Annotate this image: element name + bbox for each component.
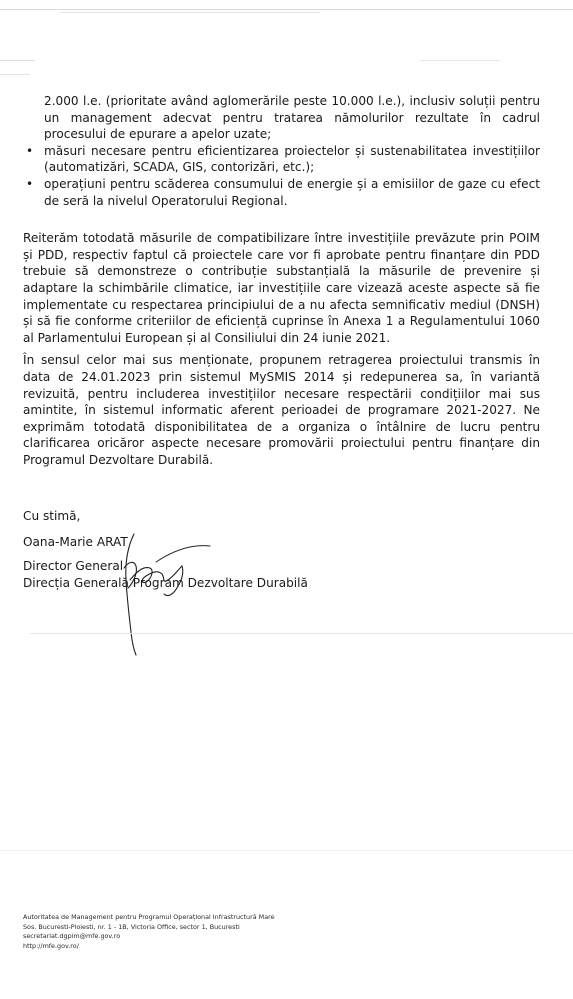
- signatory-department: Direcția Generală Program Dezvoltare Durabilă: [23, 575, 308, 590]
- divider: [0, 850, 573, 851]
- scan-artifact: [60, 12, 320, 13]
- scan-artifact: [0, 9, 573, 10]
- letter-body: [23, 93, 540, 468]
- list-item-text: operațiuni pentru scăderea consumului de energie și a emisiilor de gaze cu efect de seră la nivelul Operatorului Regional.: [44, 176, 540, 208]
- footer-org: Autoritatea de Management pentru Programul Operațional Infrastructură Mare: [23, 913, 275, 921]
- signatory-name: Oana-Marie ARAT: [23, 534, 128, 549]
- list-item: [23, 176, 540, 209]
- signatory-title: Director General: [23, 559, 124, 574]
- footer-website: http://mfe.gov.ro/: [23, 941, 79, 950]
- list-item-text: măsuri necesare pentru eficientizarea proiectelor și sustenabilitatea investițiilor (automatizări, SCADA, GIS, contorizări, etc.);: [44, 143, 540, 175]
- measures-list: [23, 143, 540, 209]
- scan-artifact: [0, 74, 30, 75]
- footer-email: secretariat.dgpim@mfe.gov.ro: [23, 932, 121, 941]
- salutation: Cu stimă,: [23, 509, 81, 523]
- bullet-icon: •: [26, 176, 34, 191]
- handwritten-signature: [112, 528, 222, 662]
- footer-address: Sos. Bucuresti-Ploiesti, nr. 1 - 1B, Victoria Office, sector 1, Bucuresti: [23, 922, 240, 931]
- continuation-text: 2.000 l.e. (prioritate având aglomerările peste 10.000 l.e.), inclusiv soluții pentru un management adecvat pentru tratarea nămolurilor rezultate în cadrul procesului de epurare a apelor uzate;: [44, 94, 540, 142]
- list-item: [23, 143, 540, 176]
- scan-artifact: [0, 60, 35, 61]
- bullet-icon: •: [26, 143, 34, 158]
- paragraph-withdrawal: În sensul celor mai sus menționate, propunem retragerea proiectului transmis în data de 24.01.2023 prin sistemul MySMIS 2014 și redepunerea sa, în variantă revizuită, pentru includerea investițiilor necesare respectării condițiilor mai sus amintite, în sistemul informatic aferent perioadei de programare 2021-2027. Ne exprimăm totodată disponibilitatea de a organiza o întâlnire de lucru pentru clarificarea oricăror aspecte necesare promovării proiectului pentru finanțare din Programul Dezvoltare Durabilă.: [23, 353, 540, 467]
- divider: [30, 633, 573, 634]
- footer: [23, 913, 275, 951]
- paragraph-compatibility: Reiterăm totodată măsurile de compatibilizare între investițiile prevăzute prin POIM și PDD, respectiv faptul că proiectele care vor fi aprobate pentru finanțare din PDD trebuie să demonstreze o contribuție substanțială la măsurile de prevenire și adaptare la schimbările climatice, iar investițiile care vizează aceste aspecte să fie implementate cu respectarea principiului de a nu afecta semnificativ mediul (DNSH) și să fie conforme criteriilor de eficiență cuprinse în Anexa 1 a Regulamentului 1060 al Parlamentului European și al Consiliului din 24 iunie 2021.: [23, 231, 540, 345]
- scan-artifact: [420, 60, 500, 61]
